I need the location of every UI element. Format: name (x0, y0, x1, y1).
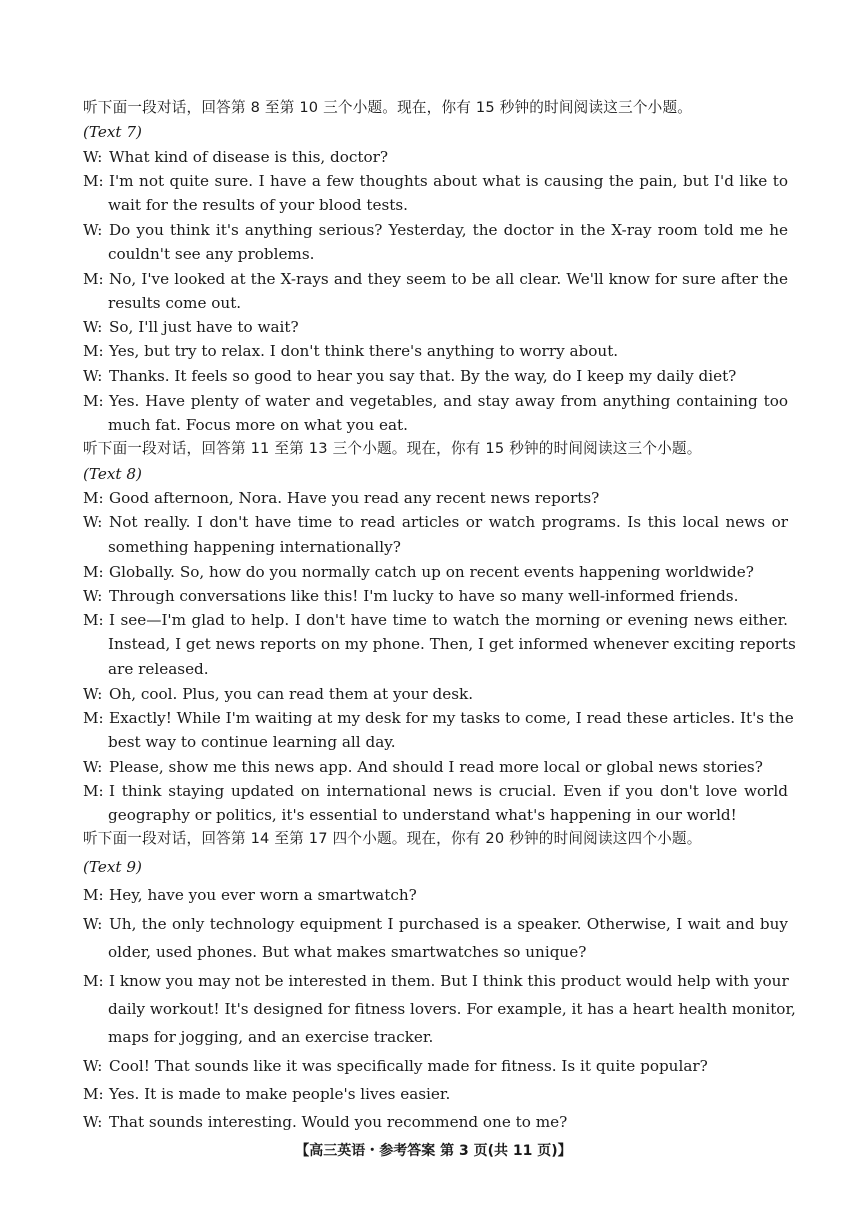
utterance-continuation: older, used phones. But what makes smartwatches so unique? (108, 943, 587, 961)
utterance-continuation: couldn't see any problems. (108, 245, 315, 263)
utterance-line: Thanks. It feels so good to hear you say that. By the way, do I keep my daily diet? (109, 367, 737, 385)
dialogue-turn (83, 971, 788, 991)
speaker-label: W: (83, 221, 103, 239)
utterance-line: Yes, but try to relax. I don't think there's anything to worry about. (109, 342, 619, 360)
utterance-continuation: Instead, I get news reports on my phone. Then, I get informed whenever exciting reports (108, 635, 796, 653)
utterance-continuation: something happening internationally? (108, 538, 401, 556)
speaker-label: W: (83, 587, 103, 605)
utterance-continuation: daily workout! It's designed for fitness lovers. For example, it has a heart health monitor, (108, 1000, 796, 1018)
utterance-line: Please, show me this news app. And should I read more local or global news stories? (109, 758, 763, 776)
utterance-line: Not really. I don't have time to read articles or watch programs. Is this local news or (109, 513, 788, 531)
utterance-line: Uh, the only technology equipment I purchased is a speaker. Otherwise, I wait and buy (109, 915, 788, 933)
section-instruction: 听下面一段对话，回答第 14 至第 17 四个小题。现在，你有 20 秒钟的时间阅读这四个小题。 (83, 830, 702, 847)
dialogue-turn (83, 757, 788, 777)
dialogue-turn (83, 610, 788, 630)
utterance-line: I see—I'm glad to help. I don't have time to watch the morning or evening news either. (109, 611, 788, 629)
dialogue-turn (83, 586, 788, 606)
speaker-label: W: (83, 915, 103, 933)
dialogue-turn (83, 220, 788, 240)
speaker-label: W: (83, 513, 103, 531)
utterance-continuation: much fat. Focus more on what you eat. (108, 416, 408, 434)
speaker-label: M: (83, 172, 104, 190)
speaker-label: M: (83, 611, 104, 629)
utterance-continuation: results come out. (108, 294, 242, 312)
speaker-label: M: (83, 392, 104, 410)
utterance-continuation: best way to continue learning all day. (108, 733, 396, 751)
utterance-line: Yes. It is made to make people's lives easier. (109, 1085, 451, 1103)
utterance-line: Oh, cool. Plus, you can read them at your desk. (109, 685, 474, 703)
speaker-label: M: (83, 342, 104, 360)
dialogue-turn (83, 269, 788, 289)
speaker-label: W: (83, 758, 103, 776)
speaker-label: M: (83, 563, 104, 581)
utterance-line: Cool! That sounds like it was specifically made for fitness. Is it quite popular? (109, 1057, 708, 1075)
utterance-line: Exactly! While I'm waiting at my desk for my tasks to come, I read these articles. It's the (109, 709, 794, 727)
utterance-continuation: wait for the results of your blood tests. (108, 196, 409, 214)
speaker-label: W: (83, 318, 103, 336)
speaker-label: W: (83, 685, 103, 703)
utterance-line: I'm not quite sure. I have a few thoughts about what is causing the pain, but I'd like to (109, 172, 788, 190)
speaker-label: W: (83, 1113, 103, 1131)
dialogue-turn (83, 488, 788, 508)
utterance-line: I know you may not be interested in them. But I think this product would help with your (109, 972, 789, 990)
dialogue-turn (83, 512, 788, 532)
page-footer: 【高三英语・参考答案 第 3 页(共 11 页)】 (295, 1143, 572, 1159)
dialogue-turn (83, 914, 788, 934)
speaker-label: M: (83, 972, 104, 990)
utterance-continuation: maps for jogging, and an exercise tracker. (108, 1028, 434, 1046)
dialogue-turn (83, 341, 788, 361)
text-label: (Text 8) (83, 465, 142, 483)
dialogue-turn (83, 171, 788, 191)
dialogue-turn (83, 391, 788, 411)
speaker-label: M: (83, 709, 104, 727)
speaker-label: M: (83, 782, 104, 800)
utterance-line: Good afternoon, Nora. Have you read any recent news reports? (109, 489, 600, 507)
dialogue-turn (83, 1056, 788, 1076)
section-instruction: 听下面一段对话，回答第 11 至第 13 三个小题。现在，你有 15 秒钟的时间阅读这三个小题。 (83, 440, 702, 457)
dialogue-turn (83, 1084, 788, 1104)
dialogue-turn (83, 562, 788, 582)
dialogue-turn (83, 366, 788, 386)
text-label: (Text 7) (83, 123, 142, 141)
dialogue-turn (83, 317, 788, 337)
utterance-line: Through conversations like this! I'm lucky to have so many well-informed friends. (109, 587, 739, 605)
section-instruction: 听下面一段对话，回答第 8 至第 10 三个小题。现在，你有 15 秒钟的时间阅读这三个小题。 (83, 99, 693, 116)
speaker-label: W: (83, 148, 103, 166)
dialogue-turn (83, 781, 788, 801)
utterance-continuation: are released. (108, 660, 209, 678)
dialogue-turn (83, 708, 794, 728)
utterance-line: Yes. Have plenty of water and vegetables, and stay away from anything containing too (109, 392, 788, 410)
utterance-line: What kind of disease is this, doctor? (109, 148, 389, 166)
utterance-line: No, I've looked at the X-rays and they seem to be all clear. We'll know for sure after the (109, 270, 788, 288)
utterance-continuation: geography or politics, it's essential to understand what's happening in our world! (108, 806, 737, 824)
speaker-label: M: (83, 1085, 104, 1103)
speaker-label: M: (83, 489, 104, 507)
dialogue-turn (83, 147, 788, 167)
dialogue-turn (83, 885, 788, 905)
utterance-line: Hey, have you ever worn a smartwatch? (109, 886, 417, 904)
utterance-line: That sounds interesting. Would you recommend one to me? (109, 1113, 568, 1131)
utterance-line: Do you think it's anything serious? Yesterday, the doctor in the X-ray room told me he (109, 221, 788, 239)
utterance-line: So, I'll just have to wait? (109, 318, 299, 336)
speaker-label: W: (83, 367, 103, 385)
text-label: (Text 9) (83, 858, 142, 876)
speaker-label: W: (83, 1057, 103, 1075)
utterance-line: Globally. So, how do you normally catch up on recent events happening worldwide? (109, 563, 754, 581)
utterance-line: I think staying updated on international news is crucial. Even if you don't love world (109, 782, 788, 800)
speaker-label: M: (83, 886, 104, 904)
dialogue-turn (83, 1112, 788, 1132)
dialogue-turn (83, 684, 788, 704)
speaker-label: M: (83, 270, 104, 288)
